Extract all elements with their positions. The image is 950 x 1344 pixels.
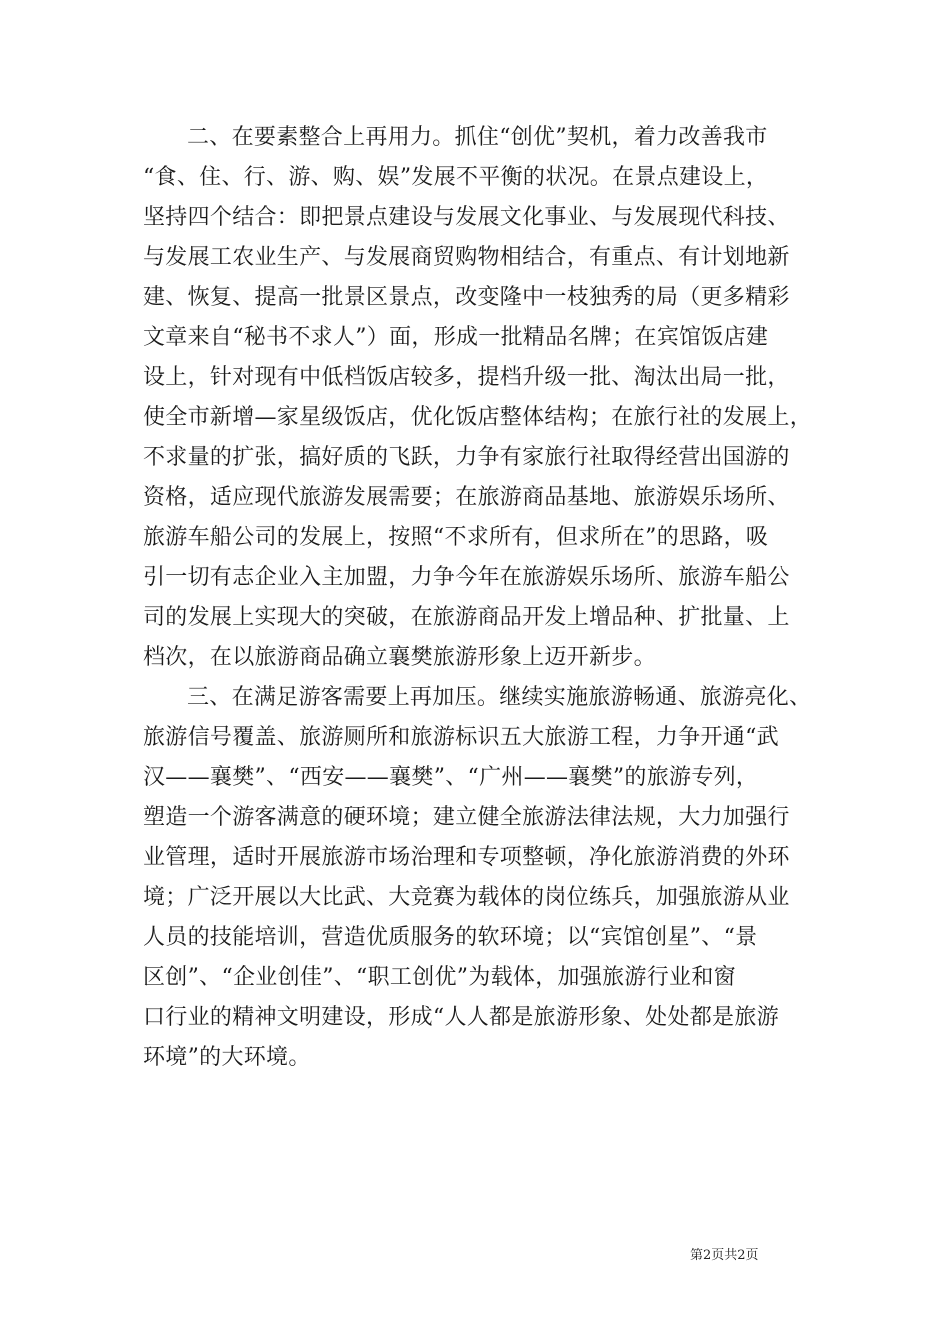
- paragraph-line: 境；广泛开展以大比武、大竞赛为载体的岗位练兵，加强旅游从业: [143, 885, 790, 910]
- paragraph-2: [143, 678, 813, 1078]
- paragraph-line: 使全市新增—家星级饭店，优化饭店整体结构；在旅行社的发展上，: [143, 405, 813, 430]
- paragraph-line: 业管理，适时开展旅游市场治理和专项整顿，净化旅游消费的外环: [143, 845, 790, 870]
- paragraph-line: 引一切有志企业入主加盟，力争今年在旅游娱乐场所、旅游车船公: [143, 565, 790, 590]
- paragraph-line: 不求量的扩张，搞好质的飞跃，力争有家旅行社取得经营出国游的: [143, 445, 790, 470]
- page-number-footer: 第2页共2页: [690, 1248, 759, 1263]
- paragraph-line: 塑造一个游客满意的硬环境；建立健全旅游法律法规，大力加强行: [143, 805, 790, 830]
- paragraph-line: 区创”、“企业创佳”、“职工创优”为载体，加强旅游行业和窗: [143, 965, 736, 990]
- paragraph-line: 坚持四个结合：即把景点建设与发展文化事业、与发展现代科技、: [143, 205, 790, 230]
- paragraph-1: [143, 118, 813, 678]
- paragraph-line: 口行业的精神文明建设，形成“人人都是旅游形象、处处都是旅游: [143, 1005, 779, 1030]
- paragraph-line: “食、住、行、游、购、娱”发展不平衡的状况。在景点建设上，: [143, 165, 769, 190]
- paragraph-line: 与发展工农业生产、与发展商贸购物相结合，有重点、有计划地新: [143, 245, 790, 270]
- paragraph-line: 资格，适应现代旅游发展需要；在旅游商品基地、旅游娱乐场所、: [143, 485, 790, 510]
- paragraph-line: 旅游信号覆盖、旅游厕所和旅游标识五大旅游工程，力争开通“武: [143, 725, 779, 750]
- paragraph-line: 文章来自“秘书不求人”）面，形成一批精品名牌；在宾馆饭店建: [143, 325, 769, 350]
- paragraph-line: 建、恢复、提高一批景区景点，改变隆中一枝独秀的局（更多精彩: [143, 285, 790, 310]
- paragraph-line: 旅游车船公司的发展上，按照“不求所有，但求所在”的思路，吸: [143, 525, 769, 550]
- paragraph-line: 汉——襄樊”、“西安——襄樊”、“广州——襄樊”的旅游专列，: [143, 765, 759, 790]
- paragraph-line: 档次，在以旅游商品确立襄樊旅游形象上迈开新步。: [143, 645, 656, 670]
- paragraph-line: 人员的技能培训，营造优质服务的软环境；以“宾馆创星”、“景: [143, 925, 758, 950]
- paragraph-line: 环境”的大环境。: [143, 1045, 311, 1070]
- paragraph-line: 司的发展上实现大的突破，在旅游商品开发上增品种、扩批量、上: [143, 605, 790, 630]
- paragraph-line: 三、在满足游客需要上再加压。继续实施旅游畅通、旅游亮化、: [187, 685, 812, 710]
- document-body: [143, 118, 813, 1078]
- paragraph-line: 设上，针对现有中低档饭店较多，提档升级一批、淘汰出局一批，: [143, 365, 790, 390]
- paragraph-line: 二、在要素整合上再用力。抓住“创优”契机，着力改善我市: [187, 125, 768, 150]
